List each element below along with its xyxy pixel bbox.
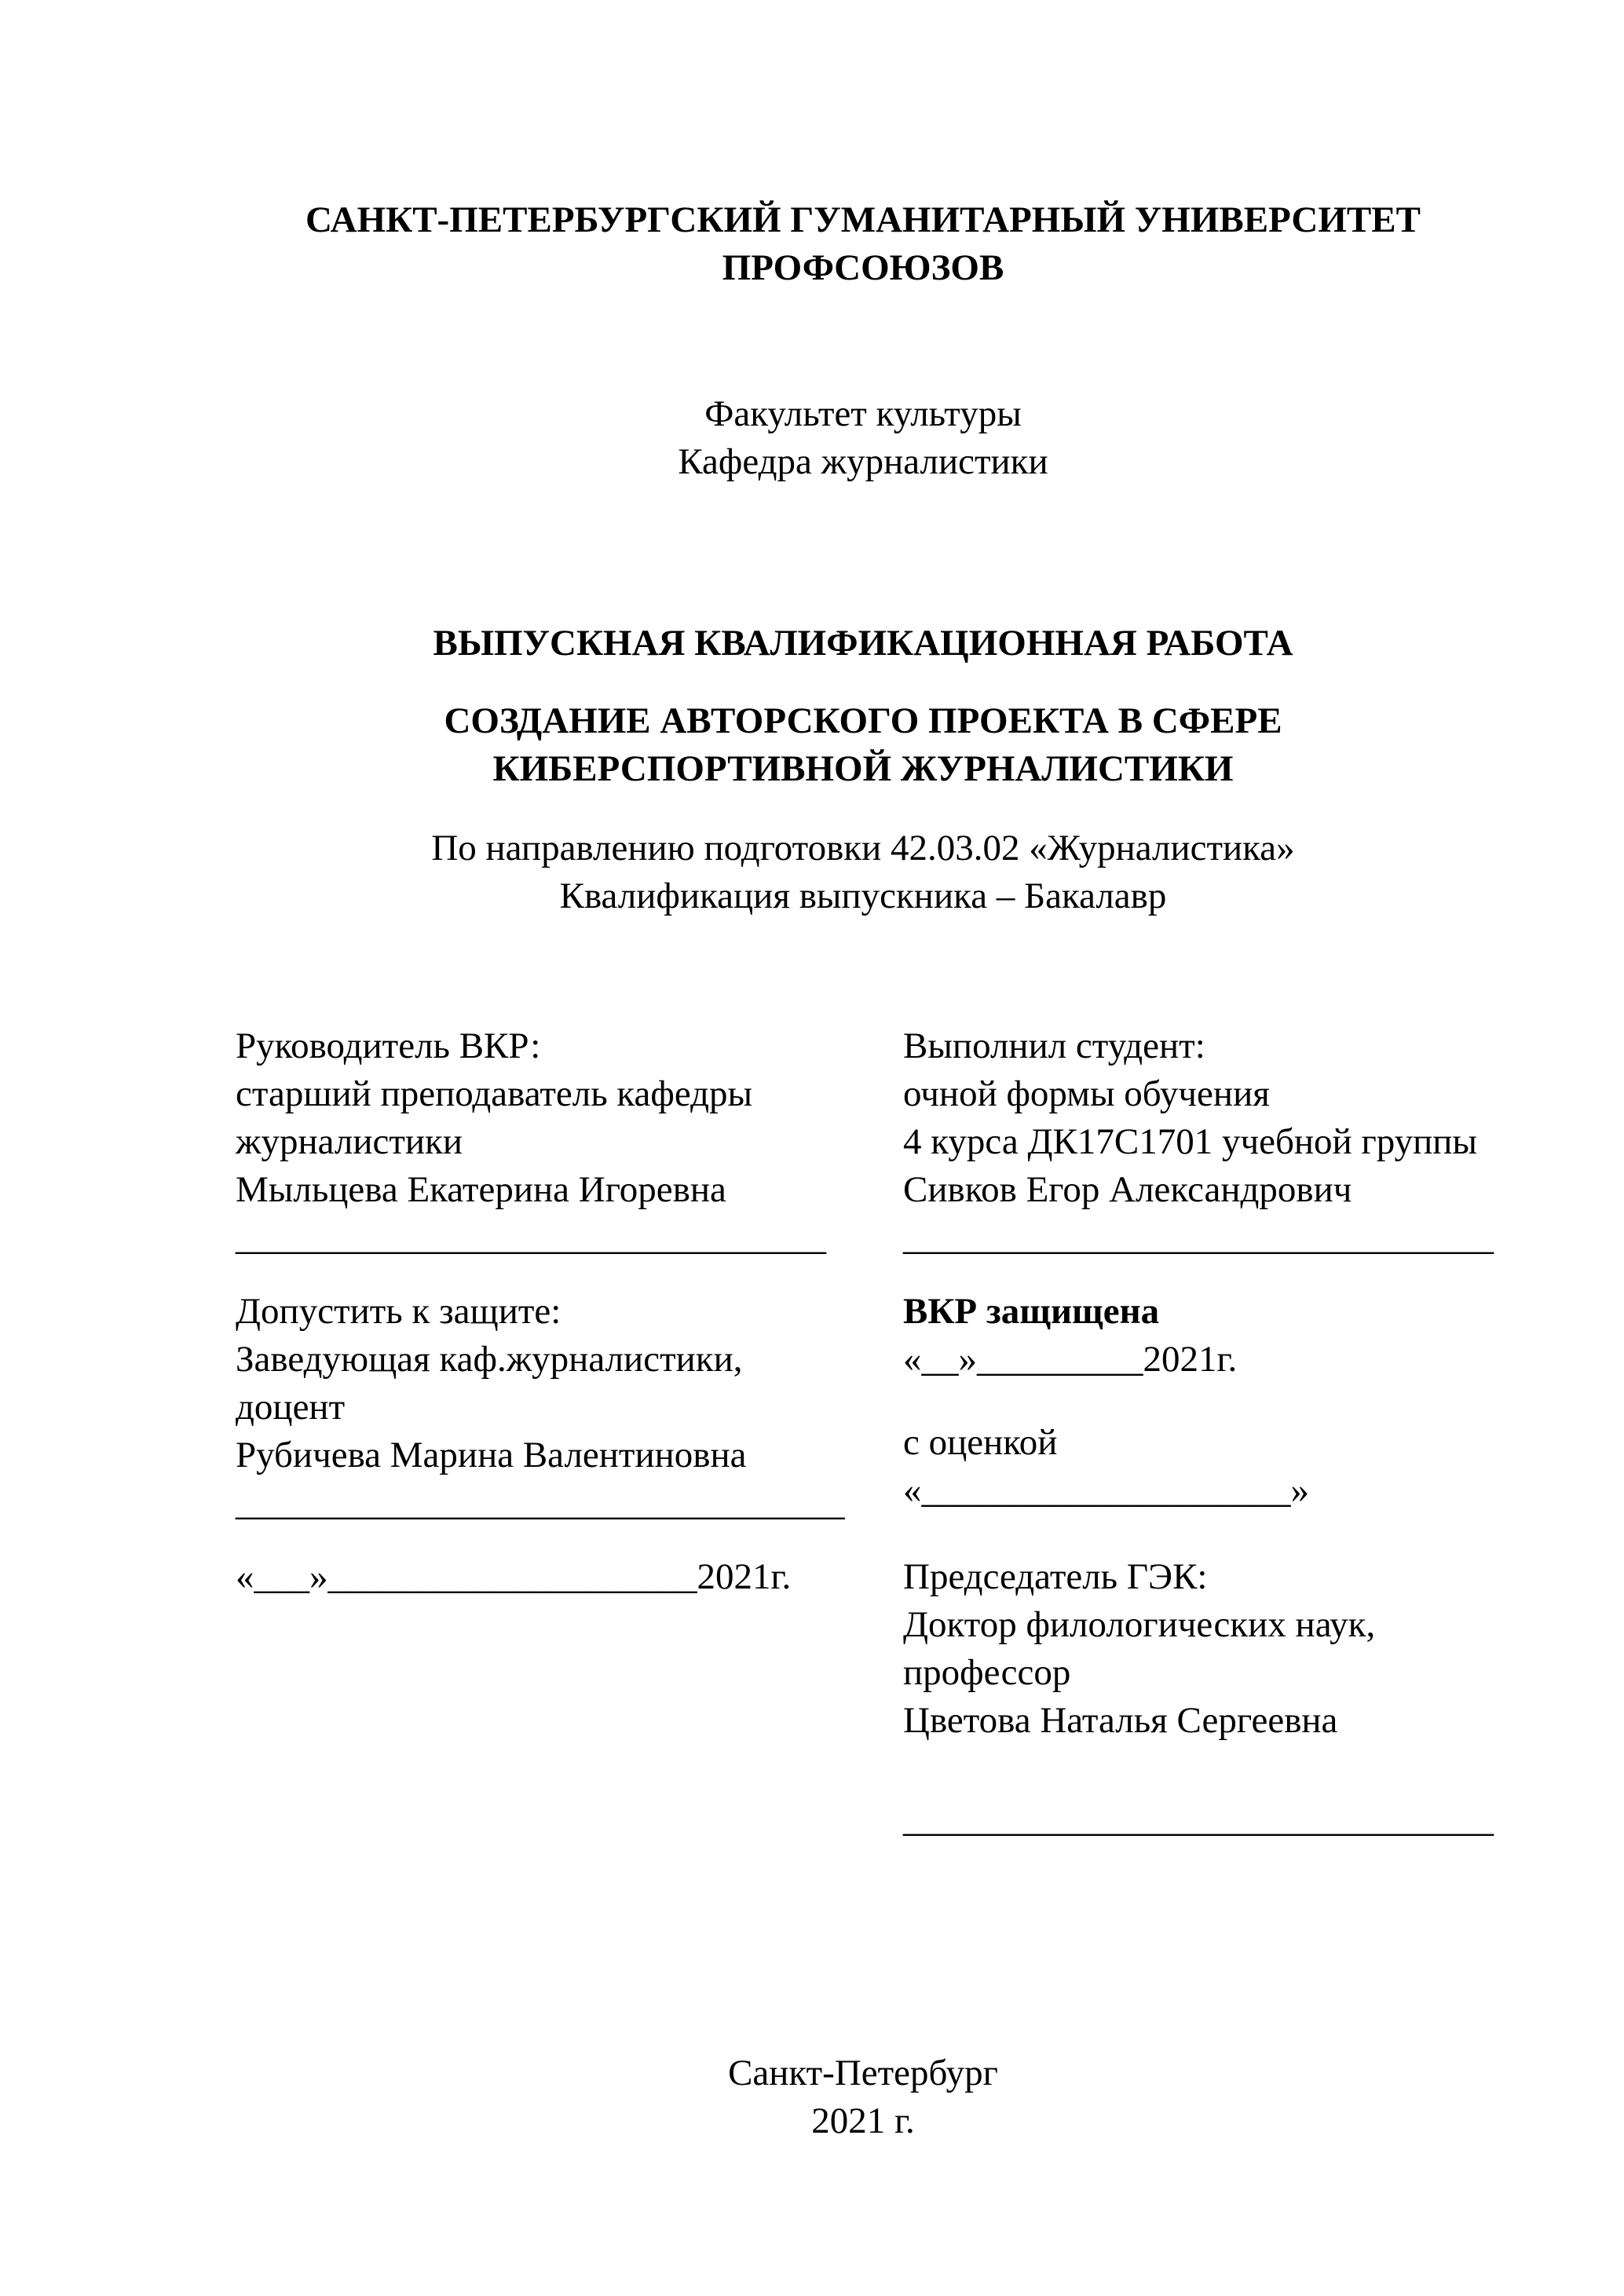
supervisor-block — [236, 1022, 826, 1262]
date-chairman-row — [236, 1553, 1494, 1844]
defense-date-line: «__»_________2021г. — [903, 1339, 1238, 1380]
admission-name: Рубичева Марина Валентиновна — [236, 1435, 747, 1475]
grade-label: с оценкой — [903, 1422, 1058, 1463]
work-type-heading: ВЫПУСКНАЯ КВАЛИФИКАЦИОННАЯ РАБОТА — [433, 623, 1293, 664]
supervisor-position: старший преподаватель кафедры журналистики — [236, 1073, 753, 1162]
supervisor-name: Мыльцева Екатерина Игоревна — [236, 1169, 726, 1210]
qualification-line: Квалификация выпускника – Бакалавр — [559, 876, 1167, 916]
chairman-name: Цветова Наталья Сергеевна — [903, 1700, 1338, 1741]
footer — [236, 2049, 1490, 2145]
direction-line: По направлению подготовки 42.03.02 «Журналистика» — [431, 828, 1295, 868]
admission-date-line: «___»____________________2021г. — [236, 1556, 792, 1597]
chairman-position: Доктор филологических наук, профессор — [903, 1604, 1376, 1693]
supervisor-signature-line: ________________________________ — [236, 1217, 826, 1258]
department-name: Кафедра журналистики — [678, 441, 1048, 482]
admission-signature-line: _________________________________ — [236, 1483, 845, 1523]
chairman-block — [903, 1553, 1500, 1844]
student-label: Выполнил студент: — [903, 1026, 1205, 1066]
student-signature-line: ________________________________ — [903, 1217, 1494, 1258]
thesis-title: СОЗДАНИЕ АВТОРСКОГО ПРОЕКТА В СФЕРЕ КИБЕРСПОРТИВНОЙ ЖУРНАЛИСТИКИ — [444, 700, 1282, 789]
university-name: САНКТ-ПЕТЕРБУРГСКИЙ ГУМАНИТАРНЫЙ УНИВЕРСИТЕТ ПРОФСОЮЗОВ — [305, 199, 1421, 288]
admission-block — [236, 1288, 845, 1527]
supervisor-label: Руководитель ВКР: — [236, 1026, 541, 1066]
admission-position: Заведующая каф.журналистики, доцент — [236, 1339, 743, 1428]
grade-line: «____________________» — [903, 1470, 1309, 1511]
chairman-signature-line: ________________________________ — [903, 1799, 1494, 1840]
student-group: 4 курса ДК17С1701 учебной группы — [903, 1121, 1477, 1162]
footer-year: 2021 г. — [811, 2100, 915, 2141]
admission-label: Допустить к защите: — [236, 1291, 561, 1332]
chairman-label: Председатель ГЭК: — [903, 1556, 1208, 1597]
student-block — [903, 1022, 1500, 1262]
defense-status-label: ВКР защищена — [903, 1291, 1160, 1332]
admission-defense-row — [236, 1288, 1490, 1527]
defense-status-block — [903, 1288, 1500, 1515]
student-study-form: очной формы обучения — [903, 1073, 1270, 1114]
supervisor-student-row — [236, 1022, 1494, 1262]
admission-date-block — [236, 1553, 817, 1601]
footer-city: Санкт-Петербург — [728, 2053, 998, 2093]
student-name: Сивков Егор Александрович — [903, 1169, 1352, 1210]
faculty-name: Факультет культуры — [704, 393, 1022, 434]
